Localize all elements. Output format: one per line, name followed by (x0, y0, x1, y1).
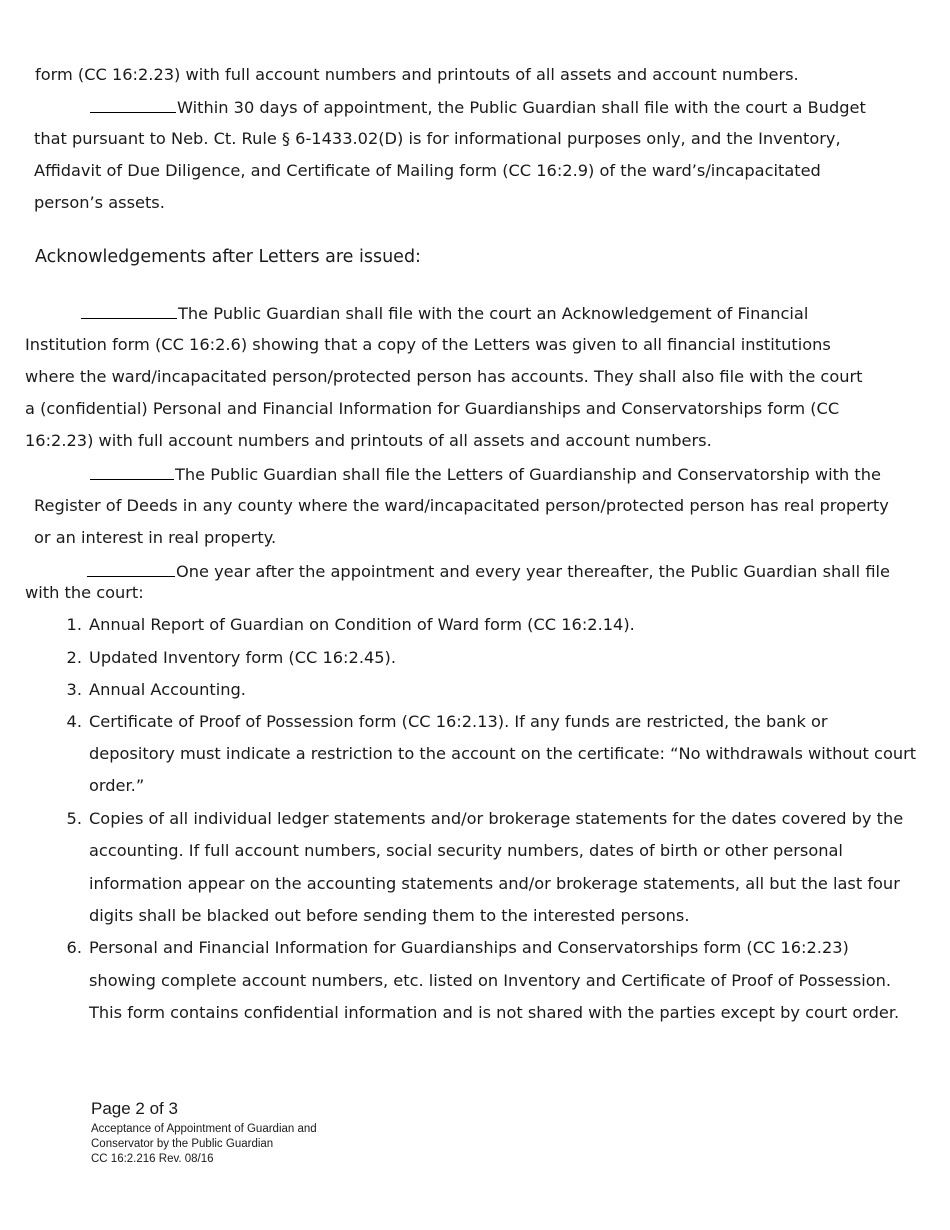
ack-line-3: where the ward/incapacitated person/protected person has accounts. They shall also file with the court (25, 367, 863, 386)
list-item-1: Annual Report of Guardian on Condition of Ward form (CC 16:2.14). (89, 615, 635, 634)
list-item-6-line-2: showing complete account numbers, etc. listed on Inventory and Certificate of Proof of Possession. (89, 971, 892, 990)
annual-line-1 (87, 561, 890, 582)
ack-line-2: Institution form (CC 16:2.6) showing that a copy of the Letters was given to all financial institutions (25, 335, 831, 354)
list-item-5-line-4: digits shall be blacked out before sending them to the interested persons. (89, 906, 690, 925)
budget-text-1: Within 30 days of appointment, the Public Guardian shall file with the court a Budget (177, 98, 866, 117)
annual-text-1: One year after the appointment and every year thereafter, the Public Guardian shall file (176, 562, 890, 581)
list-item-2: Updated Inventory form (CC 16:2.45). (89, 648, 397, 667)
list-number: 6. (66, 938, 82, 957)
ack-line-5: 16:2.23) with full account numbers and printouts of all assets and account numbers. (25, 431, 712, 450)
list-item-5-line-1: Copies of all individual ledger statements and/or brokerage statements for the dates covered by the (89, 809, 904, 828)
list-item-5-line-2: accounting. If full account numbers, social security numbers, dates of birth or other personal (89, 841, 843, 860)
list-item-5-line-3: information appear on the accounting statements and/or brokerage statements, all but the last four (89, 874, 900, 893)
deeds-line-3: or an interest in real property. (34, 528, 277, 547)
list-item-6-line-1: Personal and Financial Information for Guardianships and Conservatorships form (CC 16:2.23) (89, 938, 849, 957)
deeds-text-1: The Public Guardian shall file the Letters of Guardianship and Conservatorship with the (175, 465, 881, 484)
list-item-4-line-1: Certificate of Proof of Possession form (CC 16:2.13). If any funds are restricted, the bank or (89, 712, 828, 731)
footer-form-code: CC 16:2.216 Rev. 08/16 (91, 1153, 214, 1165)
list-number: 1. (66, 615, 82, 634)
footer-form-title-2: Conservator by the Public Guardian (91, 1138, 274, 1150)
ack-line-4: a (confidential) Personal and Financial Information for Guardianships and Conservatorships form (CC (25, 399, 840, 418)
deeds-line-1 (90, 464, 881, 485)
footer-form-title-1: Acceptance of Appointment of Guardian and (91, 1123, 317, 1135)
page-number: Page 2 of 3 (91, 1099, 178, 1118)
list-number: 4. (66, 712, 82, 731)
annual-line-2: with the court: (25, 583, 144, 602)
list-item-4-line-2: depository must indicate a restriction to the account on the certificate: “No withdrawals without court (89, 744, 917, 763)
list-number: 5. (66, 809, 82, 828)
budget-line-4: person’s assets. (34, 193, 165, 212)
deeds-line-2: Register of Deeds in any county where the ward/incapacitated person/protected person has real property (34, 496, 889, 515)
ack-text-1: The Public Guardian shall file with the court an Acknowledgement of Financial (178, 304, 809, 323)
budget-line-2: that pursuant to Neb. Ct. Rule § 6-1433.02(D) is for informational purposes only, and the Inventory, (34, 129, 841, 148)
initials-blank-deeds[interactable] (90, 464, 174, 480)
initials-blank-budget[interactable] (90, 97, 176, 113)
list-item-4-line-3: order.” (89, 776, 145, 795)
budget-line-1 (90, 97, 866, 118)
budget-line-3: Affidavit of Due Diligence, and Certificate of Mailing form (CC 16:2.9) of the ward’s/incapacitated (34, 161, 821, 180)
list-number: 2. (66, 648, 82, 667)
list-number: 3. (66, 680, 82, 699)
continued-line: form (CC 16:2.23) with full account numbers and printouts of all assets and account numbers. (35, 65, 799, 84)
list-item-3: Annual Accounting. (89, 680, 246, 699)
section-heading: Acknowledgements after Letters are issued: (35, 247, 421, 267)
list-item-6-line-3: This form contains confidential information and is not shared with the parties except by court order. (89, 1003, 900, 1022)
initials-blank-annual[interactable] (87, 561, 175, 577)
initials-blank-ack[interactable] (81, 303, 177, 319)
ack-line-1 (81, 303, 808, 324)
